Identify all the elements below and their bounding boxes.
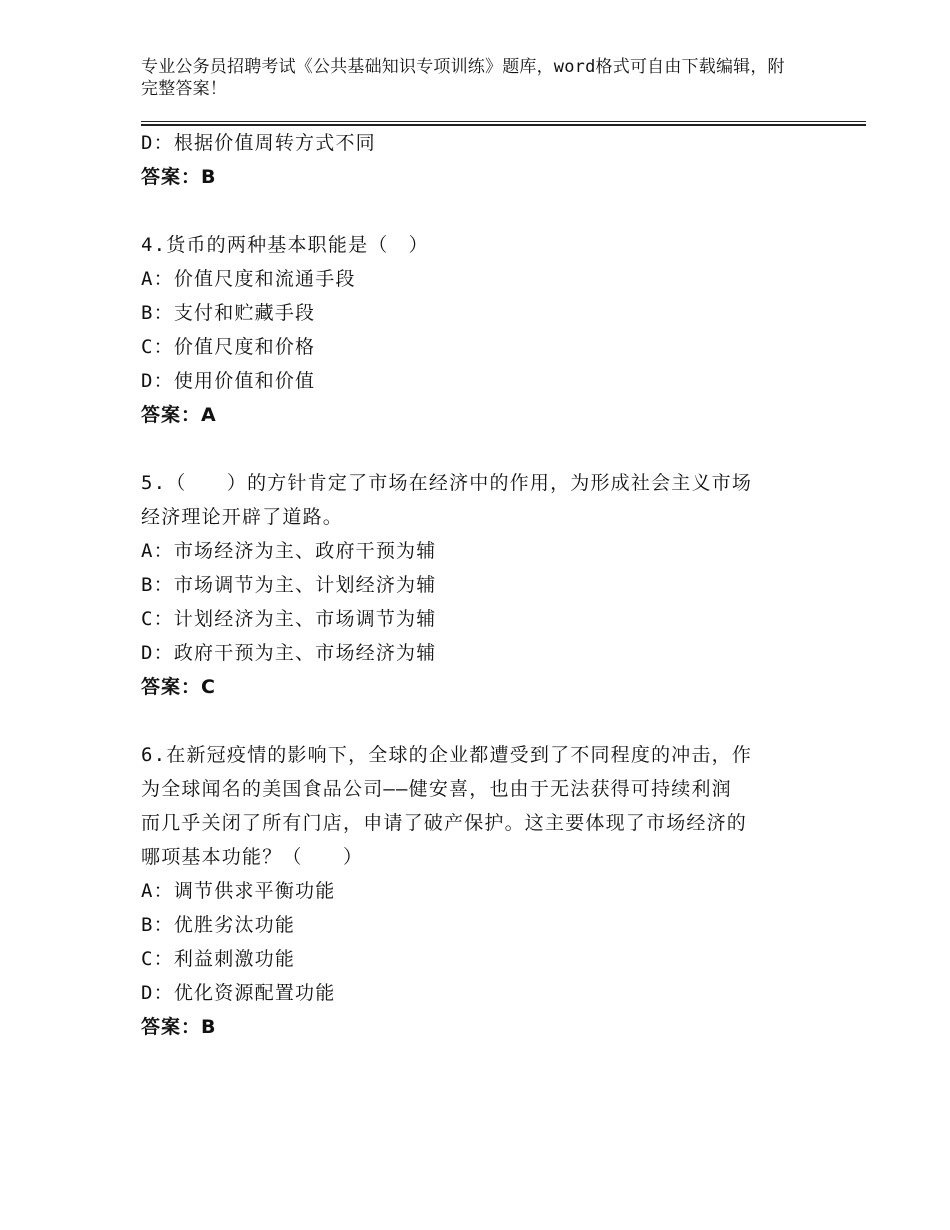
question-text-line: 经济理论开辟了道路。	[141, 506, 344, 528]
option-a: A：市场经济为主、政府干预为辅	[141, 540, 437, 562]
page-header: 专业公务员招聘考试《公共基础知识专项训练》题库，word格式可自由下载编辑，附完整答案！	[141, 57, 785, 99]
question-text: 4.货币的两种基本职能是（ ）	[141, 234, 429, 256]
option-d: D：政府干预为主、市场经济为辅	[141, 642, 437, 664]
option-c: C：利益刺激功能	[141, 948, 296, 970]
answer: 答案：A	[141, 404, 217, 426]
answer: 答案：B	[141, 1016, 217, 1038]
question-text-line: 而几乎关闭了所有门店，申请了破产保护。这主要体现了市场经济的	[141, 812, 748, 834]
option-d: D：使用价值和价值	[141, 370, 316, 392]
option-b: B：优胜劣汰功能	[141, 914, 296, 936]
question-content	[141, 126, 821, 1044]
question-text-line: 6.在新冠疫情的影响下，全球的企业都遭受到了不同程度的冲击，作	[141, 744, 753, 766]
question-3-tail	[141, 126, 821, 194]
option-b: B：市场调节为主、计划经济为辅	[141, 574, 437, 596]
spacer	[141, 704, 821, 738]
option-b: B：支付和贮藏手段	[141, 302, 316, 324]
question-text-line: 为全球闻名的美国食品公司——健安喜，也由于无法获得可持续利润	[141, 778, 732, 800]
spacer	[141, 432, 821, 466]
question-text-line: 哪项基本功能？（ ）	[141, 846, 364, 868]
question-text-line: 5.（ ）的方针肯定了市场在经济中的作用，为形成社会主义市场	[141, 472, 753, 494]
option-c: C：价值尺度和价格	[141, 336, 316, 358]
option-c: C：计划经济为主、市场调节为辅	[141, 608, 437, 630]
option-d: D：优化资源配置功能	[141, 982, 336, 1004]
question-5	[141, 466, 821, 704]
option-a: A：调节供求平衡功能	[141, 880, 336, 902]
answer: 答案：C	[141, 676, 216, 698]
question-4	[141, 228, 821, 432]
header-rule-thin	[141, 121, 866, 122]
answer: 答案：B	[141, 166, 217, 188]
question-6	[141, 738, 821, 1044]
option-d: D：根据价值周转方式不同	[141, 132, 376, 154]
option-a: A：价值尺度和流通手段	[141, 268, 356, 290]
spacer	[141, 194, 821, 228]
